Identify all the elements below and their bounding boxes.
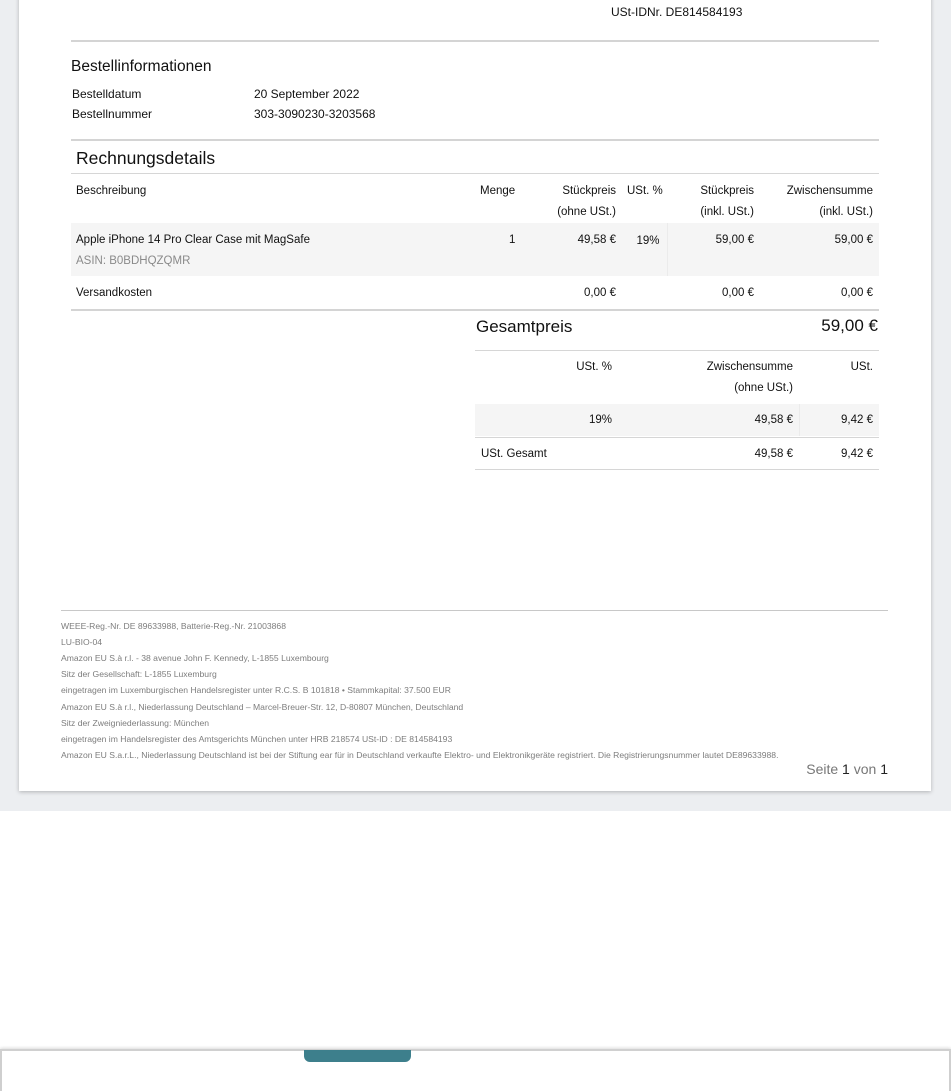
cell-divider	[667, 223, 668, 276]
footer-line: eingetragen im Handelsregister des Amtsgerichts München unter HRB 218574 USt-ID : DE 814584193	[61, 734, 453, 744]
divider	[71, 309, 879, 311]
col-header-unit-gross: Stückpreis	[700, 185, 754, 197]
order-number-value: 303-3090230-3203568	[254, 107, 376, 121]
col-header-unit-net: Stückpreis	[562, 185, 616, 197]
item-vat-pct: 19%	[636, 235, 660, 247]
col-header-subtotal-sub: (inkl. USt.)	[819, 206, 873, 218]
divider	[475, 437, 879, 438]
page-current: 1	[842, 761, 850, 777]
footer-line: Sitz der Zweigniederlassung: München	[61, 718, 210, 728]
footer-line: eingetragen im Luxemburgischen Handelsregister unter R.C.S. B 101818 • Stammkapital: 37.500 EUR	[61, 685, 451, 695]
order-number-label: Bestellnummer	[72, 107, 153, 121]
footer-divider	[61, 610, 888, 611]
col-header-description: Beschreibung	[76, 185, 147, 197]
page-total: 1	[880, 761, 888, 777]
order-date-label: Bestelldatum	[72, 87, 142, 101]
col-header-subtotal: Zwischensumme	[786, 185, 873, 197]
item-unit-gross: 59,00 €	[715, 234, 754, 246]
bottom-sheet[interactable]	[0, 1049, 951, 1091]
shipping-unit-gross: 0,00 €	[722, 287, 754, 299]
vat-total-vat: 9,42 €	[841, 448, 873, 460]
vat-col-header-subtotal: Zwischensumme	[706, 361, 793, 373]
divider	[71, 139, 879, 141]
vat-row-pct: 19%	[588, 414, 612, 426]
shipping-subtotal: 0,00 €	[841, 287, 873, 299]
shipping-label: Versandkosten	[76, 287, 153, 299]
vat-col-header-vat: USt.	[850, 361, 873, 373]
order-date-value: 20 September 2022	[254, 87, 360, 101]
shipping-unit-net: 0,00 €	[584, 287, 616, 299]
footer-line: LU-BIO-04	[61, 637, 103, 647]
item-asin: ASIN: B0BDHQZQMR	[76, 255, 191, 267]
col-header-qty: Menge	[480, 185, 516, 197]
page-number	[739, 761, 888, 777]
invoice-details-title: Rechnungsdetails	[76, 148, 216, 168]
total-value: 59,00 €	[821, 316, 878, 335]
item-row	[71, 223, 879, 276]
vat-total-subtotal: 49,58 €	[754, 448, 793, 460]
total-label: Gesamtpreis	[476, 317, 573, 336]
footer-line: Sitz der Gesellschaft: L-1855 Luxemburg	[61, 669, 217, 679]
sheet-handle[interactable]	[304, 1050, 411, 1062]
invoice-page	[19, 0, 931, 791]
vat-total-label: USt. Gesamt	[481, 448, 547, 460]
vat-id: USt-IDNr. DE814584193	[611, 5, 743, 19]
page-prefix: Seite	[806, 761, 839, 777]
item-subtotal: 59,00 €	[834, 234, 873, 246]
divider	[475, 469, 879, 470]
vat-col-header-pct: USt. %	[576, 361, 612, 373]
item-qty: 1	[509, 234, 516, 246]
order-info-title: Bestellinformationen	[71, 58, 212, 75]
footer-line: WEEE-Reg.-Nr. DE 89633988, Batterie-Reg.-Nr. 21003868	[61, 621, 286, 631]
vat-row-vat: 9,42 €	[841, 414, 873, 426]
footer-line: Amazon EU S.à r.l., Niederlassung Deutschland – Marcel-Breuer-Str. 12, D-80807 München, Deutschland	[61, 702, 464, 712]
col-header-unit-net-sub: (ohne USt.)	[557, 206, 616, 218]
divider	[475, 350, 879, 351]
footer-line: Amazon EU S.à r.l. - 38 avenue John F. Kennedy, L-1855 Luxembourg	[61, 653, 329, 663]
vat-col-header-subtotal-sub: (ohne USt.)	[734, 382, 793, 394]
col-header-unit-gross-sub: (inkl. USt.)	[700, 206, 754, 218]
footer-line: Amazon EU S.a.r.L., Niederlassung Deutschland ist bei der Stiftung ear für in Deutschland verkaufte Elektro- und Elektronikgeräte registriert. Die Registrierungsnummer lautet DE89633988.	[61, 750, 779, 760]
page-mid: von	[853, 761, 877, 777]
divider	[71, 40, 879, 42]
vat-row-subtotal: 49,58 €	[754, 414, 793, 426]
sheet-edge	[0, 1051, 2, 1091]
item-unit-net: 49,58 €	[577, 234, 616, 246]
item-name: Apple iPhone 14 Pro Clear Case mit MagSafe	[76, 234, 310, 246]
col-header-vat-pct: USt. %	[627, 185, 663, 197]
divider	[71, 173, 879, 174]
